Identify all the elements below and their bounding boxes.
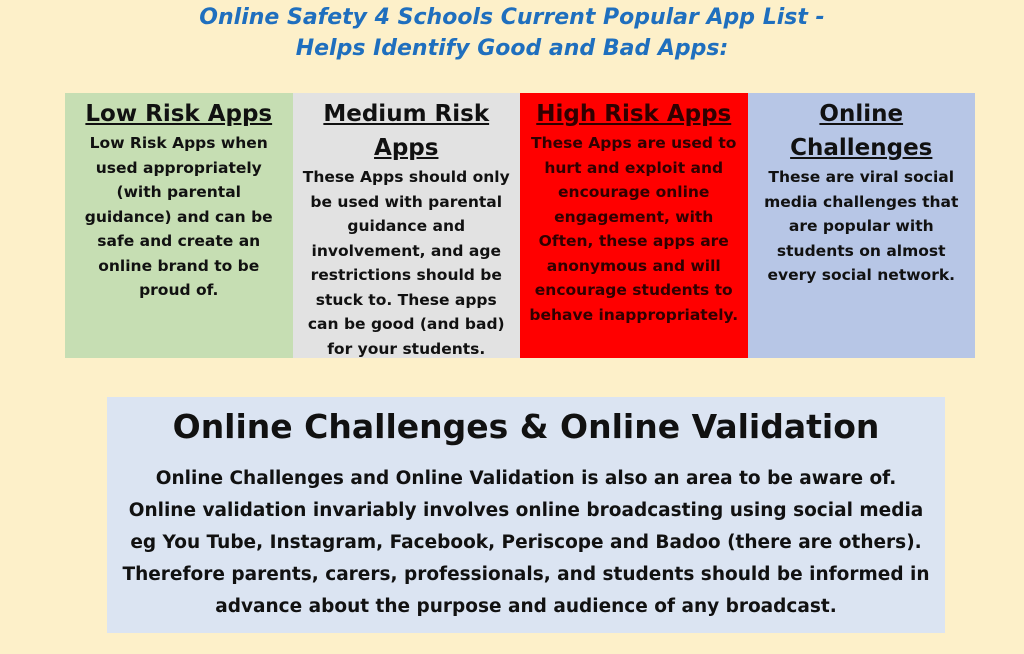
high-risk-card [520, 93, 748, 358]
medium-risk-description: These Apps should only be used with parental guidance and involvement, and age restrictions should be stuck to. These apps can be good (and bad) for your students. [302, 168, 510, 358]
validation-description: Online Challenges and Online Validation is also an area to be aware of. Online validation invariably involves online broadcasting using social media eg You Tube, Instagram, Facebook, Periscope and Badoo (there are others). Therefore parents, carers, professionals, and students should be informed in advance about the purpose and audience of any broadcast. [122, 468, 930, 617]
medium-risk-card [293, 93, 521, 358]
page-title-line-1: Online Safety 4 Schools Current Popular App List - [199, 5, 825, 30]
page-title-line-2: Helps Identify Good and Bad Apps: [295, 36, 729, 61]
low-risk-card [65, 93, 293, 358]
risk-categories [65, 93, 975, 358]
validation-title: Online Challenges & Online Validation [172, 407, 880, 446]
low-risk-description: Low Risk Apps when used appropriately (with parental guidance) and can be safe and create an online brand to be proud of. [84, 134, 273, 299]
online-challenges-card [748, 93, 976, 358]
low-risk-title: Low Risk Apps [85, 101, 273, 127]
page-title [0, 2, 1024, 64]
validation-panel [107, 397, 945, 633]
high-risk-description: These Apps are used to hurt and exploit and encourage online engagement, with Often, these apps are anonymous and will encourage students to behave inappropriately. [529, 134, 739, 324]
medium-risk-title: Medium Risk Apps [323, 101, 490, 161]
online-challenges-title: Online Challenges [790, 101, 933, 161]
online-challenges-description: These are viral social media challenges that are popular with students on almost every social network. [764, 168, 959, 284]
high-risk-title: High Risk Apps [536, 101, 732, 127]
